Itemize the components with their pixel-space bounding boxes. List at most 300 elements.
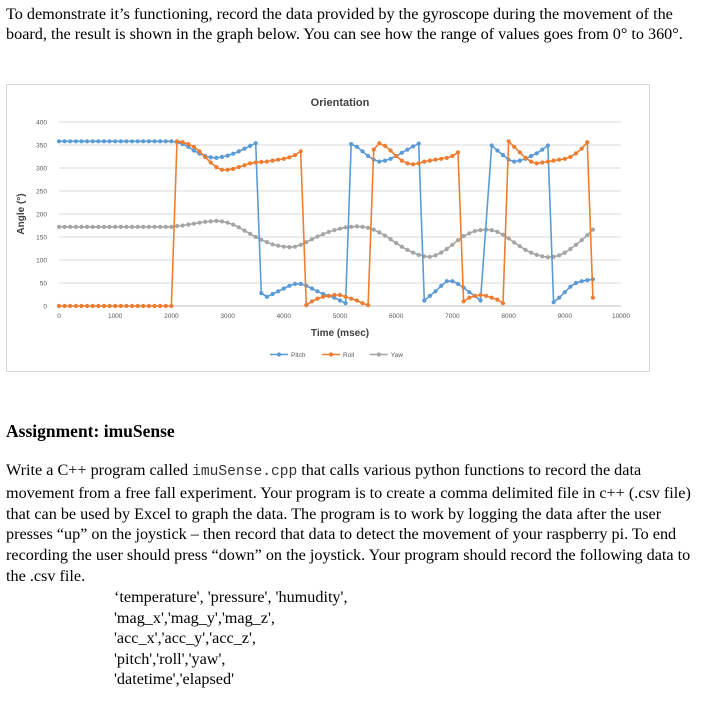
csv-field-line: 'mag_x','mag_y','mag_z', [114, 608, 275, 627]
series-pitch [57, 139, 595, 305]
data-point-roll [209, 160, 213, 164]
data-point-roll [439, 157, 443, 161]
data-point-roll [164, 304, 168, 308]
y-tick-label: 100 [36, 257, 47, 265]
y-tick-label: 200 [36, 211, 47, 219]
legend-marker [377, 352, 381, 356]
data-point-yaw [383, 234, 387, 238]
data-point-pitch [119, 139, 123, 143]
data-point-yaw [293, 245, 297, 249]
data-point-pitch [271, 292, 275, 296]
x-tick-label: 3000 [220, 313, 235, 320]
data-point-roll [327, 294, 331, 298]
data-point-roll [158, 304, 162, 308]
legend-label: Roll [343, 352, 355, 359]
data-point-roll [91, 304, 95, 308]
data-point-roll [169, 304, 173, 308]
data-point-pitch [433, 289, 437, 293]
data-point-pitch [226, 154, 230, 158]
data-point-yaw [164, 225, 168, 229]
intro-paragraph: To demonstrate it’s functioning, record the data provided by the gyroscope during the movement of the board, the result is shown in the graph below. You can see how the range of values goes from 0° to 360°. [6, 5, 683, 43]
data-point-pitch [355, 145, 359, 149]
data-point-yaw [287, 245, 291, 249]
data-point-roll [237, 165, 241, 169]
data-point-roll [540, 160, 544, 164]
data-point-yaw [467, 231, 471, 235]
data-point-roll [152, 304, 156, 308]
data-point-roll [344, 295, 348, 299]
data-point-roll [568, 155, 572, 159]
data-point-pitch [445, 279, 449, 283]
data-point-yaw [568, 247, 572, 251]
data-point-roll [422, 160, 426, 164]
data-point-roll [523, 156, 527, 160]
data-point-roll [310, 299, 314, 303]
data-point-pitch [242, 147, 246, 151]
data-point-pitch [96, 139, 100, 143]
data-point-pitch [315, 289, 319, 293]
data-point-yaw [96, 225, 100, 229]
data-point-yaw [574, 243, 578, 247]
data-point-yaw [456, 238, 460, 242]
data-point-roll [389, 148, 393, 152]
data-point-roll [79, 304, 83, 308]
assignment-paragraph [6, 460, 704, 587]
data-point-roll [136, 304, 140, 308]
data-point-roll [366, 303, 370, 307]
data-point-yaw [321, 232, 325, 236]
data-point-pitch [265, 295, 269, 299]
legend-marker [277, 352, 281, 356]
data-point-pitch [85, 139, 89, 143]
data-point-roll [85, 304, 89, 308]
data-point-pitch [164, 139, 168, 143]
data-point-roll [57, 304, 61, 308]
x-tick-label: 7000 [445, 313, 460, 320]
data-point-yaw [130, 225, 134, 229]
data-point-roll [372, 148, 376, 152]
data-point-yaw [209, 219, 213, 223]
data-point-roll [293, 153, 297, 157]
data-point-pitch [557, 296, 561, 300]
data-point-roll [315, 297, 319, 301]
x-tick-label: 5000 [332, 313, 348, 320]
data-point-yaw [310, 237, 314, 241]
data-point-roll [197, 149, 201, 153]
data-point-yaw [192, 222, 196, 226]
data-point-roll [484, 294, 488, 298]
data-point-yaw [563, 251, 567, 255]
data-point-yaw [332, 228, 336, 232]
data-point-roll [282, 157, 286, 161]
data-point-roll [220, 168, 224, 172]
data-point-yaw [242, 229, 246, 233]
data-point-yaw [366, 226, 370, 230]
data-point-yaw [68, 225, 72, 229]
data-point-pitch [214, 156, 218, 160]
data-point-roll [271, 159, 275, 163]
data-point-yaw [214, 219, 218, 223]
data-point-yaw [501, 233, 505, 237]
data-point-pitch [254, 141, 258, 145]
data-point-pitch [405, 148, 409, 152]
data-point-pitch [136, 139, 140, 143]
data-point-roll [580, 147, 584, 151]
data-point-yaw [540, 254, 544, 258]
data-point-yaw [315, 234, 319, 238]
orientation-chart-svg [7, 85, 649, 371]
data-point-pitch [108, 139, 112, 143]
data-point-yaw [181, 223, 185, 227]
data-point-yaw [439, 251, 443, 255]
data-point-roll [411, 162, 415, 166]
data-point-pitch [141, 139, 145, 143]
data-point-pitch [344, 301, 348, 305]
data-point-roll [68, 304, 72, 308]
data-point-pitch [490, 143, 494, 147]
data-point-yaw [512, 240, 516, 244]
data-point-yaw [248, 232, 252, 236]
data-point-yaw [265, 240, 269, 244]
data-point-pitch [276, 289, 280, 293]
data-point-yaw [344, 225, 348, 229]
data-point-yaw [254, 235, 258, 239]
data-point-pitch [152, 139, 156, 143]
data-point-yaw [102, 225, 106, 229]
data-point-roll [332, 293, 336, 297]
data-point-yaw [203, 220, 207, 224]
data-point-yaw [546, 255, 550, 259]
data-point-yaw [271, 242, 275, 246]
data-point-yaw [428, 255, 432, 259]
data-point-pitch [74, 139, 78, 143]
data-point-roll [259, 160, 263, 164]
data-point-pitch [259, 291, 263, 295]
csv-field-line: 'pitch','roll','yaw', [114, 649, 226, 668]
data-point-yaw [136, 225, 140, 229]
y-tick-label: 150 [36, 234, 47, 242]
legend-item-roll [322, 352, 355, 359]
legend-item-pitch [270, 352, 306, 359]
data-point-pitch [552, 300, 556, 304]
data-point-pitch [535, 151, 539, 155]
data-point-roll [276, 158, 280, 162]
data-point-roll [242, 163, 246, 167]
data-point-yaw [355, 224, 359, 228]
x-tick-label: 2000 [164, 313, 179, 320]
data-point-pitch [102, 139, 106, 143]
orientation-chart [6, 84, 650, 372]
data-point-pitch [282, 286, 286, 290]
data-point-roll [394, 154, 398, 158]
data-point-roll [546, 160, 550, 164]
data-point-yaw [169, 225, 173, 229]
data-point-roll [518, 150, 522, 154]
data-point-roll [478, 293, 482, 297]
data-point-yaw [535, 253, 539, 257]
chart-title: Orientation [310, 97, 370, 109]
data-point-roll [321, 295, 325, 299]
data-point-roll [304, 303, 308, 307]
data-point-yaw [478, 228, 482, 232]
data-point-yaw [417, 253, 421, 257]
data-point-pitch [467, 290, 471, 294]
data-point-roll [591, 296, 595, 300]
data-point-pitch [574, 281, 578, 285]
data-point-pitch [231, 152, 235, 156]
data-point-pitch [349, 142, 353, 146]
data-point-yaw [327, 230, 331, 234]
data-point-roll [383, 144, 387, 148]
data-point-roll [186, 142, 190, 146]
data-point-roll [377, 141, 381, 145]
data-point-roll [450, 154, 454, 158]
y-tick-label: 400 [36, 119, 47, 127]
data-point-pitch [158, 139, 162, 143]
data-point-yaw [394, 241, 398, 245]
legend-marker [329, 352, 333, 356]
x-tick-label: 4000 [276, 313, 292, 320]
data-point-roll [130, 304, 134, 308]
data-point-yaw [389, 237, 393, 241]
data-point-roll [585, 140, 589, 144]
data-point-pitch [220, 155, 224, 159]
series-line-pitch [59, 141, 593, 303]
data-point-yaw [338, 227, 342, 231]
data-point-pitch [518, 159, 522, 163]
data-point-yaw [299, 243, 303, 247]
data-point-yaw [124, 225, 128, 229]
data-point-yaw [585, 233, 589, 237]
data-point-pitch [400, 151, 404, 155]
data-point-pitch [310, 286, 314, 290]
csv-field-line: 'acc_x','acc_y','acc_z', [114, 629, 256, 648]
data-point-yaw [450, 243, 454, 247]
data-point-pitch [147, 139, 151, 143]
x-tick-label: 10000 [611, 313, 631, 320]
data-point-roll [512, 145, 516, 149]
data-point-yaw [152, 225, 156, 229]
x-tick-label: 6000 [388, 313, 404, 320]
data-point-roll [405, 161, 409, 165]
data-point-pitch [411, 144, 415, 148]
data-point-yaw [226, 221, 230, 225]
data-point-yaw [119, 225, 123, 229]
data-point-pitch [293, 282, 297, 286]
data-point-yaw [507, 236, 511, 240]
data-point-yaw [147, 225, 151, 229]
data-point-yaw [360, 225, 364, 229]
data-point-yaw [276, 244, 280, 248]
data-point-roll [231, 167, 235, 171]
data-point-roll [63, 304, 67, 308]
data-point-pitch [456, 282, 460, 286]
data-point-pitch [209, 155, 213, 159]
data-point-roll [462, 299, 466, 303]
data-point-roll [507, 139, 511, 143]
data-point-pitch [495, 148, 499, 152]
data-point-yaw [495, 230, 499, 234]
data-point-pitch [91, 139, 95, 143]
data-point-roll [490, 296, 494, 300]
data-point-pitch [383, 159, 387, 163]
data-point-roll [428, 159, 432, 163]
data-point-roll [96, 304, 100, 308]
data-point-roll [214, 165, 218, 169]
x-tick-label: 9000 [557, 313, 573, 320]
data-point-yaw [591, 228, 595, 232]
y-tick-label: 50 [39, 280, 47, 288]
data-point-yaw [220, 219, 224, 223]
series-line-roll [59, 141, 593, 306]
data-point-pitch [377, 160, 381, 164]
data-point-roll [192, 145, 196, 149]
data-point-yaw [113, 225, 117, 229]
data-point-pitch [585, 278, 589, 282]
data-point-pitch [68, 139, 72, 143]
data-point-yaw [490, 228, 494, 232]
data-point-roll [124, 304, 128, 308]
data-point-yaw [186, 223, 190, 227]
y-axis-title: Angle (°) [16, 193, 27, 235]
data-point-pitch [360, 149, 364, 153]
data-point-yaw [158, 225, 162, 229]
data-point-roll [360, 301, 364, 305]
x-tick-label: 1000 [107, 313, 123, 320]
assignment-heading: Assignment: imuSense [6, 421, 175, 441]
data-point-pitch [568, 285, 572, 289]
csv-field-line: ‘temperature', 'pressure', 'humudity', [114, 588, 348, 606]
data-point-pitch [237, 149, 241, 153]
data-point-roll [433, 158, 437, 162]
data-point-pitch [79, 139, 83, 143]
x-tick-label: 8000 [501, 313, 516, 320]
y-tick-label: 0 [43, 303, 47, 311]
data-point-roll [563, 157, 567, 161]
data-point-yaw [462, 234, 466, 238]
data-point-roll [119, 304, 123, 308]
data-point-roll [113, 304, 117, 308]
assignment-text-1: Write a C++ program called [6, 461, 193, 479]
data-point-roll [102, 304, 106, 308]
data-point-roll [74, 304, 78, 308]
data-point-pitch [338, 298, 342, 302]
data-point-pitch [124, 139, 128, 143]
data-point-yaw [85, 225, 89, 229]
data-point-pitch [287, 284, 291, 288]
data-point-yaw [473, 229, 477, 233]
data-point-pitch [63, 139, 67, 143]
data-point-yaw [445, 247, 449, 251]
data-point-pitch [57, 139, 61, 143]
data-point-roll [181, 140, 185, 144]
data-point-roll [574, 151, 578, 155]
data-point-pitch [389, 157, 393, 161]
data-point-pitch [580, 279, 584, 283]
data-point-yaw [433, 253, 437, 257]
data-point-roll [108, 304, 112, 308]
data-point-yaw [108, 225, 112, 229]
data-point-pitch [512, 160, 516, 164]
data-point-yaw [197, 221, 201, 225]
data-point-yaw [557, 253, 561, 257]
data-point-yaw [57, 225, 61, 229]
legend-item-yaw [370, 352, 403, 359]
series-yaw [57, 219, 595, 260]
data-point-yaw [237, 225, 241, 229]
y-tick-label: 350 [36, 142, 47, 150]
data-point-roll [147, 304, 151, 308]
data-point-roll [226, 168, 230, 172]
csv-field-line: 'datetime','elapsed' [114, 670, 234, 689]
data-point-yaw [411, 251, 415, 255]
data-point-yaw [405, 248, 409, 252]
data-point-roll [456, 150, 460, 154]
data-point-pitch [450, 279, 454, 283]
data-point-roll [254, 160, 258, 164]
data-point-pitch [563, 290, 567, 294]
data-point-roll [501, 301, 505, 305]
data-point-roll [467, 296, 471, 300]
data-point-roll [557, 158, 561, 162]
data-point-roll [349, 297, 353, 301]
data-point-yaw [282, 245, 286, 249]
data-point-roll [400, 159, 404, 163]
data-point-yaw [523, 248, 527, 252]
data-point-roll [141, 304, 145, 308]
x-axis-title: Time (msec) [310, 328, 370, 339]
legend-label: Pitch [291, 352, 306, 359]
data-point-pitch [478, 298, 482, 302]
data-point-roll [552, 159, 556, 163]
data-point-roll [338, 293, 342, 297]
data-point-roll [175, 139, 179, 143]
data-point-roll [265, 160, 269, 164]
data-point-pitch [422, 298, 426, 302]
data-point-yaw [349, 225, 353, 229]
data-point-yaw [74, 225, 78, 229]
data-point-pitch [439, 284, 443, 288]
data-point-pitch [113, 139, 117, 143]
data-point-yaw [79, 225, 83, 229]
legend-label: Yaw [390, 352, 403, 359]
program-filename: imuSense.cpp [192, 464, 298, 480]
data-point-yaw [529, 251, 533, 255]
x-tick-label: 0 [57, 313, 61, 320]
data-point-yaw [63, 225, 67, 229]
data-point-pitch [248, 144, 252, 148]
data-point-yaw [141, 225, 145, 229]
data-point-pitch [417, 142, 421, 146]
data-point-roll [495, 298, 499, 302]
data-point-yaw [580, 238, 584, 242]
data-point-pitch [299, 282, 303, 286]
data-point-yaw [175, 224, 179, 228]
y-tick-label: 250 [36, 188, 47, 196]
csv-field-list [114, 587, 348, 690]
data-point-pitch [169, 139, 173, 143]
data-point-yaw [91, 225, 95, 229]
data-point-pitch [501, 153, 505, 157]
assignment-text-2: that calls various python functions to record the data movement from a free fall experiment. Your program is to create a comma delimited file in c++ (.csv file) that can be used by Excel to graph the data. The program is to work by logging the data after the user presses “up” on the joystick – then record that data to detect the movement of your raspberry pi. To end recording the user should press “down” on the joystick. Your program should record the following data to the .csv file. [6, 461, 691, 585]
data-point-pitch [130, 139, 134, 143]
data-point-yaw [400, 245, 404, 249]
data-point-pitch [546, 143, 550, 147]
data-point-yaw [518, 244, 522, 248]
data-point-yaw [372, 228, 376, 232]
data-point-roll [287, 155, 291, 159]
data-point-roll [417, 161, 421, 165]
